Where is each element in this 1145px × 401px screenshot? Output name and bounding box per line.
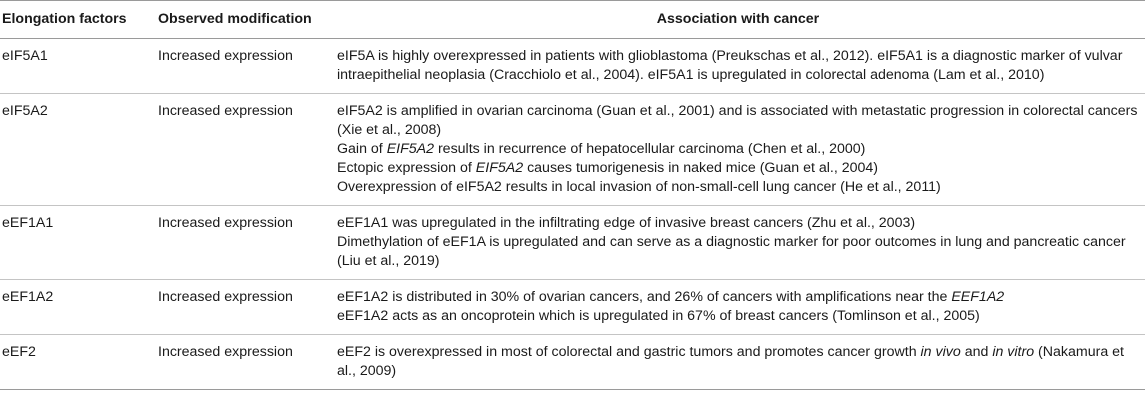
modification-cell: Increased expression bbox=[150, 39, 331, 94]
text-segment: causes tumorigenesis in naked mice (Guan et al., 2004) bbox=[523, 160, 878, 176]
header-elongation-factors: Elongation factors bbox=[0, 1, 150, 39]
table-row bbox=[0, 280, 1145, 335]
factor-cell: eIF5A2 bbox=[0, 94, 150, 206]
text-segment: (Nakamura et al., 2009) bbox=[337, 344, 1124, 379]
association-line bbox=[337, 343, 1141, 381]
text-segment: eIF5A2 is amplified in ovarian carcinoma (Guan et al., 2001) and is associated with metastatic progression in colorectal cancers (Xie et al., 2008) bbox=[337, 103, 1138, 138]
header-observed-modification: Observed modification bbox=[150, 1, 331, 39]
italic-text: EEF1A2 bbox=[951, 289, 1005, 305]
factor-cell: eIF5A1 bbox=[0, 39, 150, 94]
association-cell bbox=[331, 280, 1145, 335]
table-row bbox=[0, 39, 1145, 94]
association-line bbox=[337, 214, 1141, 233]
modification-cell: Increased expression bbox=[150, 335, 331, 390]
table-row bbox=[0, 94, 1145, 206]
association-line bbox=[337, 288, 1141, 307]
text-segment: eEF1A2 acts as an oncoprotein which is upregulated in 67% of breast cancers (Tomlinson et al., 2005) bbox=[337, 308, 980, 324]
text-segment: Ectopic expression of bbox=[337, 160, 476, 176]
table-row bbox=[0, 206, 1145, 280]
italic-text: in vivo bbox=[920, 344, 961, 360]
modification-cell: Increased expression bbox=[150, 206, 331, 280]
modification-cell: Increased expression bbox=[150, 94, 331, 206]
association-line bbox=[337, 233, 1141, 271]
text-segment: eEF2 is overexpressed in most of colorectal and gastric tumors and promotes cancer growth bbox=[337, 344, 921, 360]
association-cell bbox=[331, 94, 1145, 206]
text-segment: eIF5A is highly overexpressed in patients with glioblastoma (Preukschas et al., 2012). eIF5A1 is a diagnostic marker of vulvar intraepithelial neoplasia (Cracchiolo et al., 2004). eIF5A1 is upregulated in colorectal adenoma (Lam et al., 2010) bbox=[337, 48, 1123, 83]
modification-cell: Increased expression bbox=[150, 280, 331, 335]
association-line bbox=[337, 102, 1141, 140]
italic-text: EIF5A2 bbox=[386, 141, 435, 157]
text-segment: Gain of bbox=[337, 141, 387, 157]
table-header bbox=[0, 1, 1145, 39]
header-row bbox=[0, 1, 1145, 39]
text-segment: Dimethylation of eEF1A is upregulated and can serve as a diagnostic marker for poor outcomes in lung and pancreatic cancer (Liu et al., 2019) bbox=[337, 234, 1126, 269]
header-association-with-cancer: Association with cancer bbox=[331, 1, 1145, 39]
text-segment: eEF1A1 was upregulated in the infiltrating edge of invasive breast cancers (Zhu et al., 2003) bbox=[337, 215, 916, 231]
italic-text: EIF5A2 bbox=[475, 160, 524, 176]
text-segment: eEF1A2 is distributed in 30% of ovarian cancers, and 26% of cancers with amplifications near the bbox=[337, 289, 952, 305]
table-row bbox=[0, 335, 1145, 390]
association-line bbox=[337, 47, 1141, 85]
text-segment: and bbox=[960, 344, 993, 360]
table-body bbox=[0, 39, 1145, 390]
association-line bbox=[337, 178, 1141, 197]
association-line bbox=[337, 140, 1141, 159]
association-cell bbox=[331, 206, 1145, 280]
factor-cell: eEF1A2 bbox=[0, 280, 150, 335]
association-cell bbox=[331, 335, 1145, 390]
text-segment: results in recurrence of hepatocellular carcinoma (Chen et al., 2000) bbox=[434, 141, 866, 157]
italic-text: in vitro bbox=[992, 344, 1035, 360]
association-line bbox=[337, 159, 1141, 178]
association-line bbox=[337, 307, 1141, 326]
text-segment: Overexpression of eIF5A2 results in local invasion of non-small-cell lung cancer (He et al., 2011) bbox=[337, 179, 941, 195]
factor-cell: eEF2 bbox=[0, 335, 150, 390]
factor-cell: eEF1A1 bbox=[0, 206, 150, 280]
association-cell bbox=[331, 39, 1145, 94]
